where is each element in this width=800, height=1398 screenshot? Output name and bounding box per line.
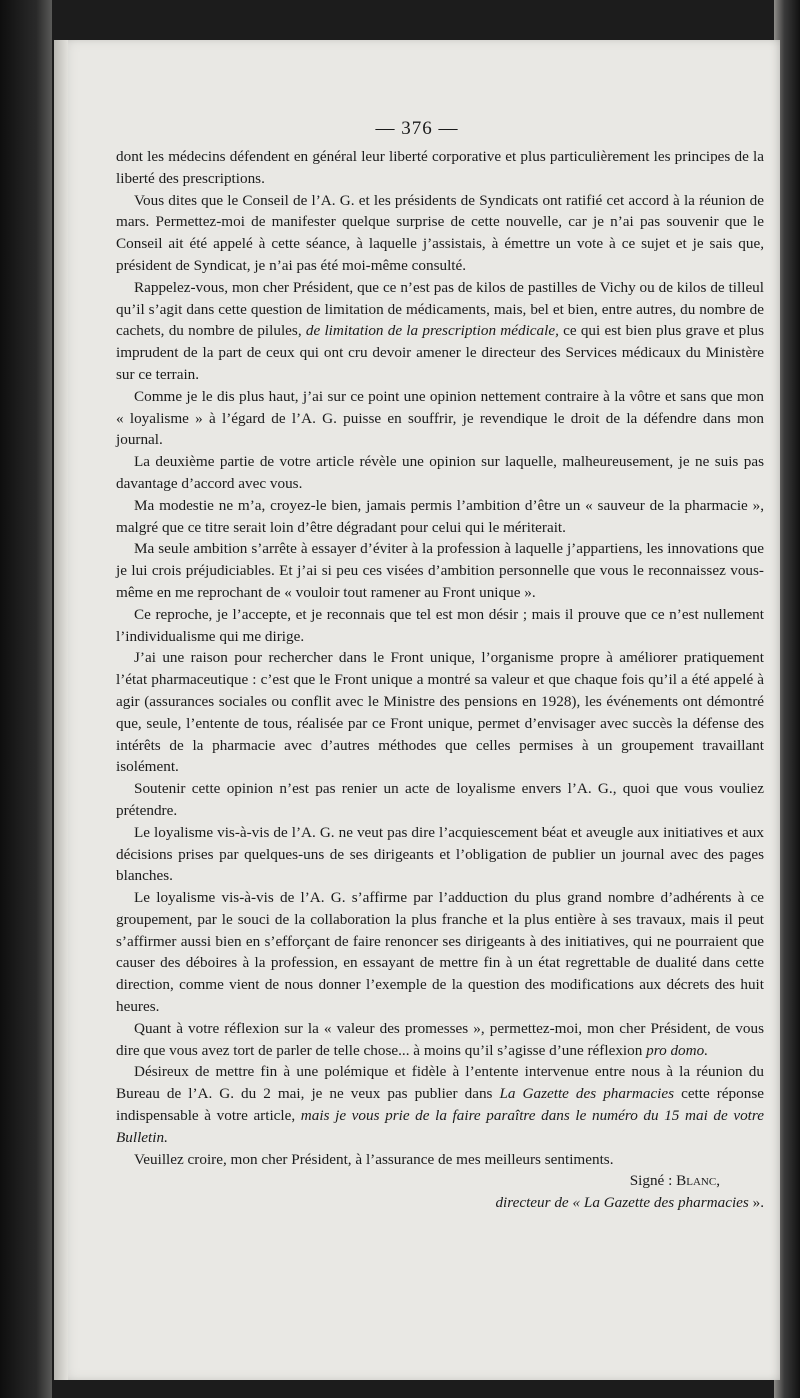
text-run: Désireux de mettre fin à une polémique et fidèle à l’entente intervenue entre nous à la réunion du Bureau de l’A. G. du 2 mai, je ne veux pas publier dans	[116, 1063, 764, 1103]
paragraph: Vous dites que le Conseil de l’A. G. et les présidents de Syndicats ont ratifié cet accord à la réunion de mars. Permettez-moi de manifester quelque surprise de cette nouvelle, car je n’ai pas souvenir que le Conseil ait été appelé à cette séance, à laquelle j’assistais, à émettre un vote à ce sujet et je sais que, président de Syndicat, je n’ai pas été moi-même consulté.	[116, 191, 764, 274]
paragraph	[116, 277, 764, 386]
paragraph: Veuillez croire, mon cher Président, à l’assurance de mes meilleurs sentiments.	[134, 1150, 614, 1168]
paragraph: Ma seule ambition s’arrête à essayer d’éviter à la profession à laquelle j’appartiens, les innovations que je lui crois préjudiciables. Et j’ai si peu ces visées d’ambition personnelle que vous le reconnaissez vous-même en me reprochant de « vouloir tout ramener au Front unique ».	[116, 540, 764, 601]
signatory-title	[116, 1192, 764, 1214]
signed-label: Signé :	[629, 1172, 677, 1190]
title-italic: La Gazette des pharmacies	[583, 1194, 749, 1212]
paragraph	[116, 1018, 764, 1062]
italic-run: mais je vous prie de la faire paraître dans le numéro du 15 mai de votre Bulletin.	[116, 1107, 764, 1146]
paragraph: Le loyalisme vis-à-vis de l’A. G. ne veut pas dire l’acquiescement béat et aveugle aux initiatives et aux décisions prises par quelques-uns de ses dirigeants et l’obligation de publier un journal avec des pages blanches.	[116, 823, 764, 885]
paragraph: dont les médecins défendent en général leur liberté corporative et plus particulièrement les principes de la liberté des prescriptions.	[116, 148, 764, 187]
text-run: Rappelez-vous, mon cher Président, que ce n’est pas de kilos de pastilles de Vichy ou de kilos de tilleul qu’il s’agit dans cette question de limitation de médicaments, mais, bel et bien, entre autres, du nombre de cachets, du nombre de pilules,	[116, 278, 764, 340]
paragraph: Ce reproche, je l’accepte, et je reconnais que tel est mon désir ; mais il prouve que ce n’est nullement l’individualisme qui me dirige.	[116, 605, 764, 645]
paragraph: J’ai une raison pour rechercher dans le Front unique, l’organisme propre à améliorer pratiquement l’état pharmaceutique : c’est que le Front unique a montré sa valeur et que chaque fois qu’il a été appelé à agir (assurances sociales ou conflit avec le Ministre des pensions en 1928), les événements ont démontré que, seule, l’entente de tous, réalisée par ce Front unique, permet d’envisager avec succès la défense des intérêts de la pharmacie avec d’autres méthodes que celles permises à un groupement travaillant isolément.	[116, 649, 764, 776]
title-prefix: directeur de «	[495, 1194, 584, 1212]
italic-run: La Gazette des pharmacies	[499, 1085, 675, 1103]
paragraph: Comme je le dis plus haut, j’ai sur ce point une opinion nettement contraire à la vôtre et sans que mon « loyalisme » à l’égard de l’A. G. puisse en souffrir, je revendique le droit de la défendre dans mon journal.	[116, 387, 764, 449]
text-run: ce qui est bien plus grave et plus imprudent de la part de ceux qui ont cru devoir amener le directeur des Services médicaux du Ministère sur ce terrain.	[116, 322, 764, 383]
title-suffix: ».	[748, 1194, 764, 1212]
paragraph: Ma modestie ne m’a, croyez-le bien, jamais permis l’ambition d’être un « sauveur de la pharmacie », malgré que ce titre serait loin d’être dégradant pour celui qui le mériterait.	[116, 496, 764, 536]
text-run: Quant à votre réflexion sur la « valeur des promesses », permettez-moi, mon cher Président, de vous dire que vous avez tort de parler de telle chose... à moins qu’il s’agisse d’une réflexion	[116, 1019, 764, 1059]
paragraph: Le loyalisme vis-à-vis de l’A. G. s’affirme par l’adduction du plus grand nombre d’adhérents à ce groupement, par le souci de la collaboration la plus franche et la plus entière à ses travaux, mais il peut s’affirmer aussi bien en s’efforçant de faire renoncer ses dirigeants à des initiatives, qui ne pourraient que causer des déboires à la profession, en essayant de mettre fin à un état regrettable de dualité dans cette direction, comme vient de nous donner l’exemple de la question des modifications aux décrets des huit heures.	[116, 889, 764, 1016]
paragraph: Soutenir cette opinion n’est pas renier un acte de loyalisme envers l’A. G., quoi que vous vouliez prétendre.	[116, 780, 764, 819]
scan-left-edge	[0, 0, 52, 1398]
body-text	[116, 146, 764, 1214]
italic-run: pro domo.	[646, 1041, 709, 1059]
paragraph	[116, 1061, 764, 1148]
signature-line	[116, 1170, 764, 1192]
text-run: cette réponse indispensable à votre article,	[116, 1085, 764, 1125]
paragraph: La deuxième partie de votre article révèle une opinion sur laquelle, malheureusement, je ne suis pas davantage d’accord avec vous.	[116, 453, 764, 492]
page-gutter	[54, 40, 68, 1380]
page-number: — 376 —	[375, 118, 459, 139]
signatory-name: Blanc,	[676, 1172, 720, 1190]
italic-run: de limitation de la prescription médicale,	[305, 322, 559, 340]
